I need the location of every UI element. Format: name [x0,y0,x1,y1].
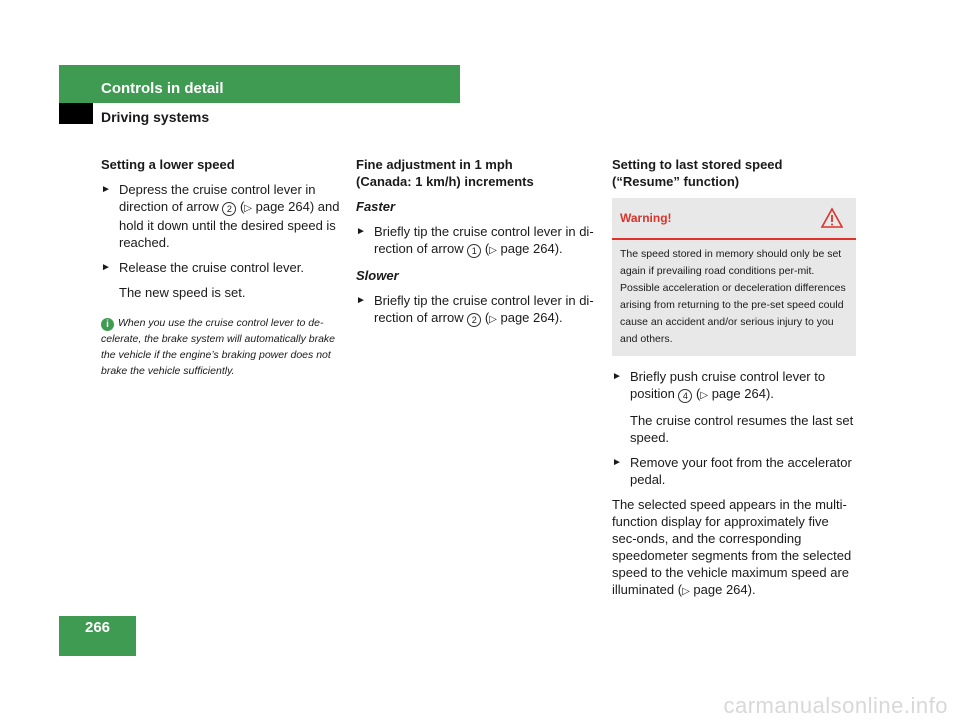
page-ref-icon: ▷ [489,314,497,325]
arrow-bullet-icon: ► [101,184,111,195]
heading-fine-adjustment: Fine adjustment in 1 mph (Canada: 1 km/h) increments [356,157,534,189]
result-text: The cruise control resumes the last set speed. [630,413,854,445]
warning-triangle-icon [820,207,844,229]
column-2 [356,156,601,336]
warning-title: Warning! [620,210,672,225]
circled-number-2: 2 [222,202,236,216]
step-slower: ► Briefly tip the cruise control lever in di-rection of arrow 2 (▷ page 264). [356,293,594,325]
arrow-bullet-icon: ► [101,262,111,273]
page-number: 266 [84,619,111,636]
circled-number-2: 2 [467,313,481,327]
column-3 [612,156,856,608]
step-depress-lever: ► Depress the cruise control lever in direction of arrow 2 (▷ page 264) and hold it down until the desired speed is reached. [101,182,340,250]
page-reference-link[interactable]: page 264 [711,386,766,401]
header-marker [59,103,93,124]
arrow-bullet-icon: ► [612,371,622,382]
body-paragraph: The selected speed appears in the multi-function display for approximately five sec-onds, and the corresponding speedometer segments from the selected speed to the vehicle maximum speed are illuminated (▷ page 264). [612,497,852,597]
arrow-bullet-icon: ► [612,457,622,468]
page-ref-icon: ▷ [682,586,690,597]
step-release-lever: ► Release the cruise control lever. [101,260,304,275]
heading-resume: Setting to last stored speed (“Resume” function) [612,157,783,189]
section-title: Controls in detail [101,80,224,97]
warning-header [612,198,856,240]
page-ref-icon: ▷ [700,390,709,401]
column-1 [101,156,341,379]
page-reference-link[interactable]: page 264 [500,310,555,325]
warning-box [612,198,856,356]
arrow-bullet-icon: ► [356,295,366,306]
watermark: carmanualsonline.info [723,693,948,718]
result-text: The new speed is set. [119,285,246,300]
page-ref-icon: ▷ [489,245,497,256]
circled-number-1: 1 [467,244,481,258]
info-note: i When you use the cruise control lever to de-celerate, the brake system will automatically brake the vehicle if the engine’s braking power does not brake the vehicle sufficiently. [101,317,336,377]
faster-label: Faster [356,199,396,214]
arrow-bullet-icon: ► [356,226,366,237]
page-reference-link[interactable]: page 264 [500,241,555,256]
subsection-title: Driving systems [101,109,210,125]
step-faster: ► Briefly tip the cruise control lever in di-rection of arrow 1 (▷ page 264). [356,224,594,256]
step-remove-foot: ► Remove your foot from the accelerator pedal. [612,455,852,487]
step-push-lever: ► Briefly push cruise control lever to position 4 (▷ page 264). [612,369,826,401]
page-reference-link[interactable]: page 264 [255,199,310,214]
page-reference-link[interactable]: page 264 [693,582,748,597]
warning-body: The speed stored in memory should only be set again if prevailing road conditions per-mit. Possible acceleration or deceleration differences arising from returning to the pre-set speed could cause an accident and/or serious injury to you and others. [620,248,846,345]
slower-label: Slower [356,268,399,283]
heading-lower-speed: Setting a lower speed [101,157,235,172]
info-icon: i [101,318,114,331]
page-ref-icon: ▷ [244,203,252,214]
circled-number-4: 4 [678,389,692,403]
